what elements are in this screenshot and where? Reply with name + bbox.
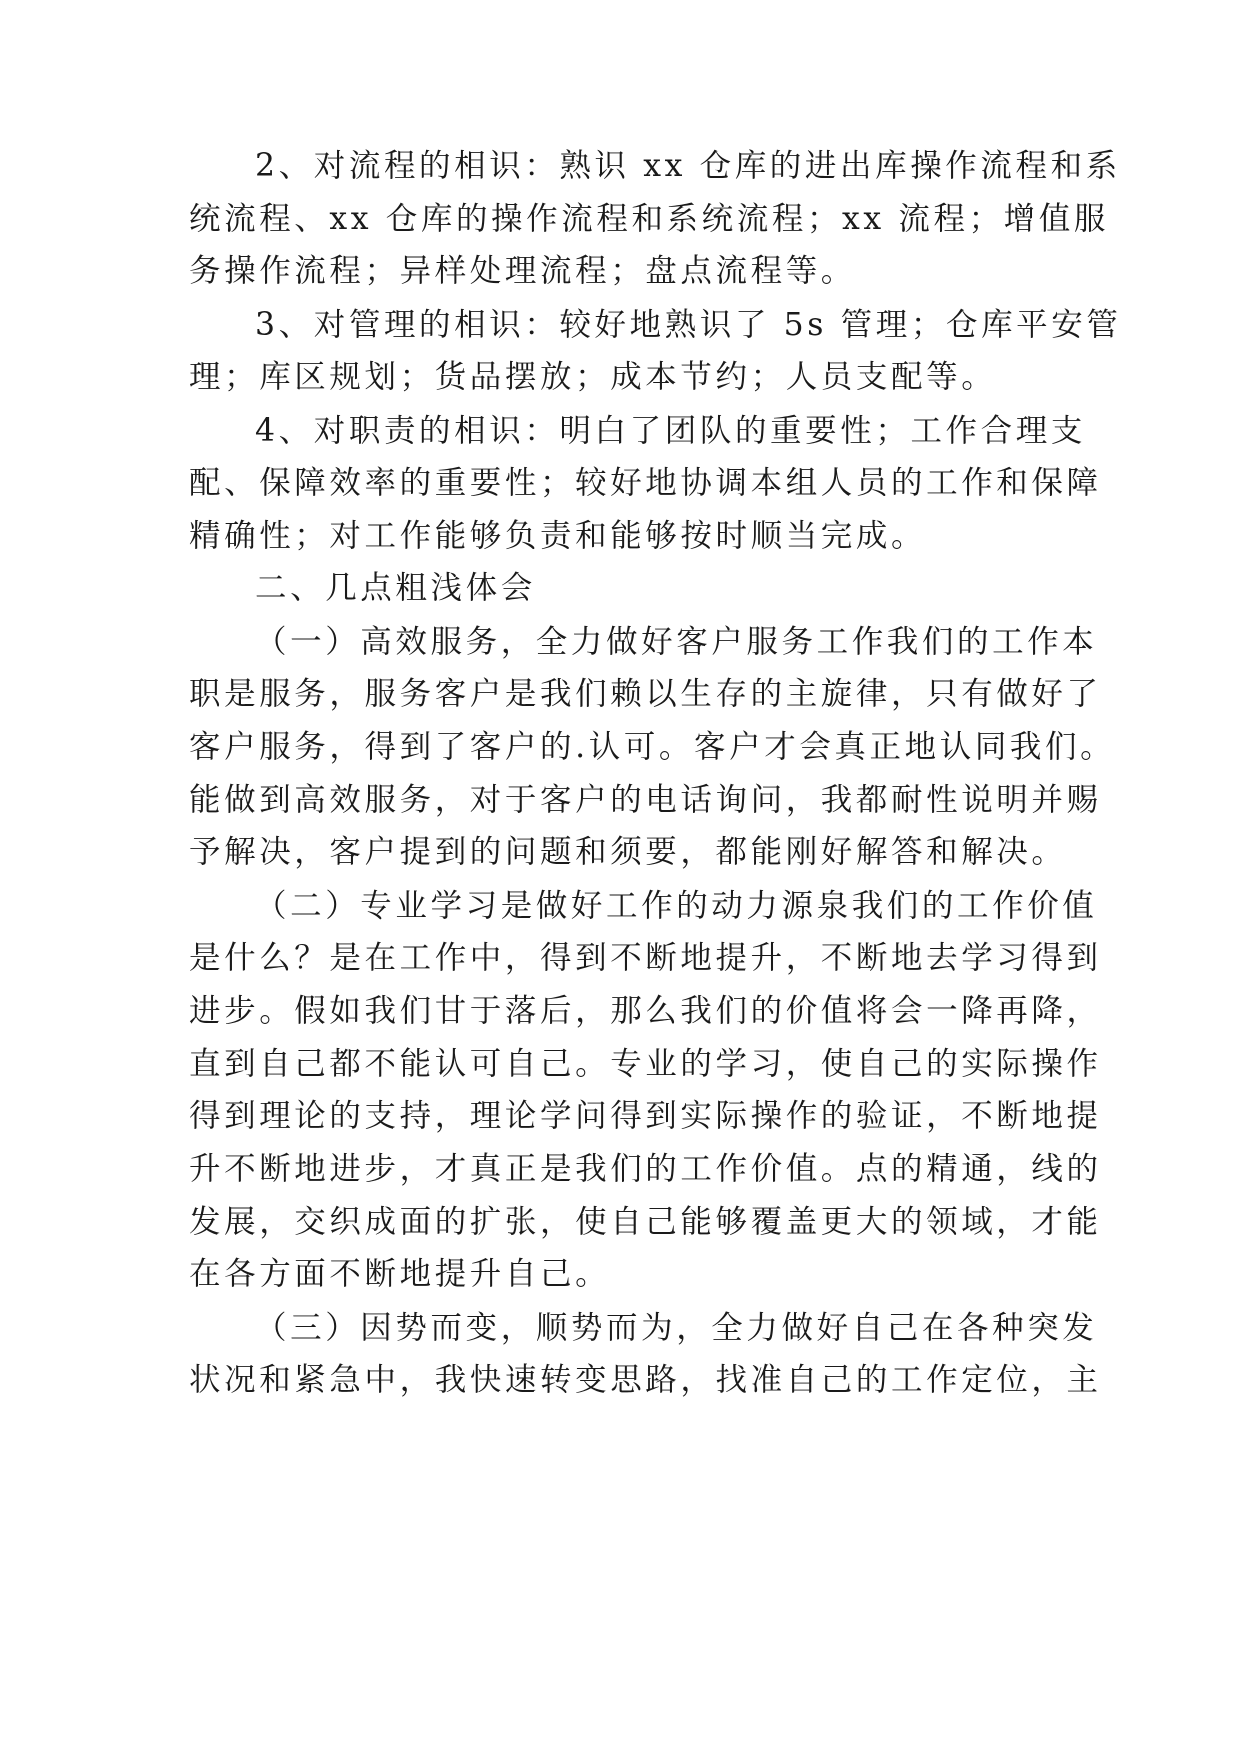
paragraph-three-line-2: 状况和紧急中，我快速转变思路，找准自己的工作定位，主: [189, 1362, 1102, 1398]
paragraph-one-line-2: 职是服务，服务客户是我们赖以生存的主旋律，只有做好了: [189, 676, 1102, 712]
paragraph-two-line-2: 是什么？是在工作中，得到不断地提升，不断地去学习得到: [189, 940, 1102, 976]
paragraph-3-line-2: 理；库区规划；货品摆放；成本节约；人员支配等。: [189, 359, 997, 395]
paragraph-one-line-1: （一）高效服务，全力做好客户服务工作我们的工作本: [255, 624, 1098, 660]
paragraph-two-line-1: （二）专业学习是做好工作的动力源泉我们的工作价值: [255, 888, 1098, 924]
paragraph-3-line-1: 3、对管理的相识：较好地熟识了 5s 管理；仓库平安管: [255, 307, 1122, 343]
paragraph-4-line-3: 精确性；对工作能够负责和能够按时顺当完成。: [189, 518, 927, 554]
paragraph-4-line-2: 配、保障效率的重要性；较好地协调本组人员的工作和保障: [189, 465, 1102, 501]
paragraph-2-line-3: 务操作流程；异样处理流程；盘点流程等。: [189, 253, 856, 289]
section-heading: 二、几点粗浅体会: [255, 570, 536, 606]
paragraph-4-line-1: 4、对职责的相识：明白了团队的重要性；工作合理支: [255, 413, 1086, 449]
paragraph-one-line-3: 客户服务，得到了客户的.认可。客户才会真正地认同我们。: [189, 729, 1116, 765]
paragraph-2-line-1: 2、对流程的相识：熟识 xx 仓库的进出库操作流程和系: [255, 148, 1121, 184]
paragraph-one-line-5: 予解决，客户提到的问题和须要，都能刚好解答和解决。: [189, 834, 1067, 870]
paragraph-one-line-4: 能做到高效服务，对于客户的电话询问，我都耐性说明并赐: [189, 782, 1102, 818]
paragraph-2-line-2: 统流程、xx 仓库的操作流程和系统流程；xx 流程；增值服: [189, 201, 1109, 237]
paragraph-two-line-6: 升不断地进步，才真正是我们的工作价值。点的精通，线的: [189, 1151, 1102, 1187]
paragraph-two-line-7: 发展，交织成面的扩张，使自己能够覆盖更大的领域，才能: [189, 1204, 1102, 1240]
paragraph-two-line-5: 得到理论的支持，理论学问得到实际操作的验证，不断地提: [189, 1098, 1102, 1134]
paragraph-two-line-4: 直到自己都不能认可自己。专业的学习，使自己的实际操作: [189, 1046, 1102, 1082]
paragraph-two-line-3: 进步。假如我们甘于落后，那么我们的价值将会一降再降，: [189, 993, 1102, 1029]
paragraph-two-line-8: 在各方面不断地提升自己。: [189, 1256, 611, 1292]
paragraph-three-line-1: （三）因势而变，顺势而为，全力做好自己在各种突发: [255, 1310, 1098, 1346]
